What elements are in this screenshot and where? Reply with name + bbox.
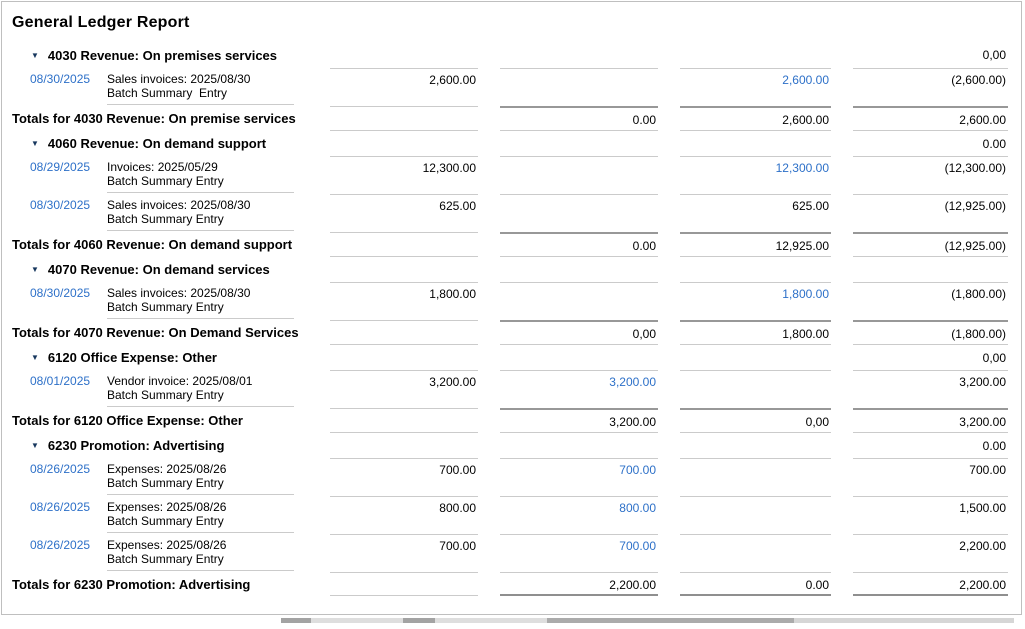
entry-desc-cell: [12, 458, 308, 496]
collapse-triangle-icon[interactable]: ▼: [31, 51, 39, 60]
balance-cell: [853, 344, 1008, 370]
totals-credit-value: 12,925.00: [775, 239, 829, 253]
section-header-row: [2, 130, 1021, 156]
entry-desc-cell: [12, 194, 308, 232]
section-title: 4070 Revenue: On demand services: [47, 262, 270, 277]
entry-date-link[interactable]: 08/26/2025: [30, 538, 91, 552]
ledger-entry-row: [2, 282, 1021, 320]
debit-cell: [500, 408, 658, 432]
section-totals-row: [2, 408, 1021, 432]
debit-cell: [500, 106, 658, 130]
balance-cell: [853, 68, 1008, 106]
entry-description-block: [107, 286, 294, 319]
credit-cell-value[interactable]: 1,800.00: [782, 287, 829, 301]
amount-cell: [330, 432, 478, 458]
report-panel: [1, 1, 1022, 615]
report-title: General Ledger Report: [12, 14, 190, 31]
entry-date-link[interactable]: 08/29/2025: [30, 160, 91, 174]
amount-cell: [330, 42, 478, 68]
section-heading: [12, 256, 308, 282]
balance-cell: [853, 408, 1008, 432]
opening-balance: 0.00: [982, 439, 1006, 453]
amount-cell: [330, 194, 478, 232]
opening-balance: 0.00: [982, 137, 1006, 151]
entry-date-link[interactable]: 08/01/2025: [30, 374, 91, 388]
credit-cell: [680, 458, 831, 496]
balance-cell: [853, 370, 1008, 408]
scrollbar-track[interactable]: [794, 618, 1014, 623]
section-totals-row: [2, 320, 1021, 344]
totals-label: Totals for 6120 Office Expense: Other: [12, 413, 243, 428]
credit-cell: [680, 496, 831, 534]
amount-cell: [330, 344, 478, 370]
entry-desc-cell: [12, 534, 308, 572]
debit-cell: [500, 496, 658, 534]
credit-cell: [680, 42, 831, 68]
credit-cell-value[interactable]: 12,300.00: [775, 161, 829, 175]
balance-cell-value: 2,200.00: [959, 539, 1006, 553]
ledger-entry-row: [2, 156, 1021, 194]
credit-cell: [680, 282, 831, 320]
balance-cell-value: 3,200.00: [959, 375, 1006, 389]
entry-description: Invoices: 2025/05/29: [107, 160, 218, 174]
entry-description: Sales invoices: 2025/08/30: [107, 72, 251, 86]
entry-description: Expenses: 2025/08/26: [107, 538, 227, 552]
balance-cell: [853, 194, 1008, 232]
debit-cell: [500, 458, 658, 496]
debit-cell: [500, 42, 658, 68]
entry-detail-text: Batch Summary Entry: [107, 388, 224, 402]
ledger-entry-row: [2, 496, 1021, 534]
ledger-entry-row: [2, 194, 1021, 232]
debit-cell: [500, 344, 658, 370]
debit-cell: [500, 572, 658, 596]
amount-cell-value: 12,300.00: [422, 161, 476, 175]
debit-cell: [500, 232, 658, 256]
amount-cell-value: 3,200.00: [429, 375, 476, 389]
balance-cell-value: (1,800.00): [951, 287, 1006, 301]
totals-debit-value: 3,200.00: [609, 415, 656, 429]
balance-cell: [853, 534, 1008, 572]
debit-cell-value[interactable]: 800.00: [619, 501, 656, 515]
debit-cell: [500, 68, 658, 106]
section-heading: [12, 432, 308, 458]
entry-description-block: [107, 198, 294, 231]
totals-balance-value: (12,925.00): [944, 239, 1006, 253]
collapse-triangle-icon[interactable]: ▼: [31, 353, 39, 362]
entry-date-link[interactable]: 08/30/2025: [30, 286, 91, 300]
totals-balance-value: (1,800.00): [951, 327, 1006, 341]
debit-cell: [500, 282, 658, 320]
scrollbar-thumb[interactable]: [547, 618, 794, 623]
opening-balance: 0,00: [982, 351, 1006, 365]
amount-cell: [330, 572, 478, 596]
entry-detail-text: Batch Summary Entry: [107, 552, 224, 566]
section-totals-row: [2, 572, 1021, 596]
entry-description: Sales invoices: 2025/08/30: [107, 286, 251, 300]
entry-detail-text: Batch Summary Entry: [107, 212, 224, 226]
ledger-entry-row: [2, 68, 1021, 106]
section-title: 4060 Revenue: On demand support: [47, 136, 267, 151]
debit-cell: [500, 130, 658, 156]
amount-cell: [330, 68, 478, 106]
debit-cell: [500, 256, 658, 282]
entry-detail-text: Batch Summary Entry: [107, 86, 228, 100]
debit-cell-value[interactable]: 700.00: [619, 539, 656, 553]
scrollbar-track[interactable]: [311, 618, 403, 623]
credit-cell: [680, 106, 831, 130]
balance-cell: [853, 496, 1008, 534]
balance-cell: [853, 432, 1008, 458]
section-header-row: [2, 432, 1021, 458]
balance-cell: [853, 256, 1008, 282]
debit-cell: [500, 534, 658, 572]
totals-credit-value: 0,00: [805, 415, 829, 429]
balance-cell-value: 1,500.00: [959, 501, 1006, 515]
credit-cell: [680, 320, 831, 344]
totals-label: Totals for 4030 Revenue: On premise services: [12, 111, 296, 126]
opening-balance: 0,00: [982, 48, 1006, 62]
balance-cell: [853, 458, 1008, 496]
entry-desc-cell: [12, 156, 308, 194]
amount-cell-value: 625.00: [439, 199, 476, 213]
balance-cell: [853, 232, 1008, 256]
amount-cell: [330, 370, 478, 408]
report-body: [2, 42, 1021, 596]
balance-cell: [853, 42, 1008, 68]
entry-detail-text: Batch Summary Entry: [107, 476, 224, 490]
totals-debit-value: 0.00: [632, 113, 656, 127]
credit-cell: [680, 194, 831, 232]
credit-cell: [680, 408, 831, 432]
horizontal-scrollbar[interactable]: [281, 618, 1014, 623]
entry-description-block: [107, 374, 294, 407]
credit-cell: [680, 572, 831, 596]
credit-cell: [680, 370, 831, 408]
amount-cell: [330, 496, 478, 534]
entry-desc-cell: [12, 282, 308, 320]
amount-cell-value: 2,600.00: [429, 73, 476, 87]
section-heading: [12, 130, 308, 156]
section-heading: [12, 344, 308, 370]
credit-cell-value: 625.00: [792, 199, 829, 213]
entry-desc-cell: [12, 496, 308, 534]
totals-label: Totals for 4060 Revenue: On demand support: [12, 237, 293, 252]
balance-cell-value: (2,600.00): [951, 73, 1006, 87]
section-totals-row: [2, 106, 1021, 130]
credit-cell: [680, 256, 831, 282]
entry-description-block: [107, 72, 294, 105]
amount-cell: [330, 458, 478, 496]
entry-description: Expenses: 2025/08/26: [107, 500, 227, 514]
debit-cell: [500, 370, 658, 408]
totals-balance-value: 2,200.00: [959, 578, 1006, 592]
entry-description-block: [107, 160, 294, 193]
entry-description-block: [107, 500, 294, 533]
entry-desc-cell: [12, 370, 308, 408]
ledger-entry-row: [2, 370, 1021, 408]
balance-cell: [853, 130, 1008, 156]
entry-detail-text: Batch Summary Entry: [107, 300, 224, 314]
amount-cell: [330, 320, 478, 344]
amount-cell: [330, 534, 478, 572]
entry-date-link[interactable]: 08/30/2025: [30, 72, 91, 86]
balance-cell-value: (12,300.00): [944, 161, 1006, 175]
amount-cell: [330, 232, 478, 256]
credit-cell: [680, 432, 831, 458]
section-title: 6120 Office Expense: Other: [47, 350, 217, 365]
entry-description: Expenses: 2025/08/26: [107, 462, 227, 476]
credit-cell: [680, 344, 831, 370]
totals-credit-value: 0.00: [805, 578, 829, 592]
balance-cell-value: (12,925.00): [944, 199, 1006, 213]
credit-cell: [680, 68, 831, 106]
section-totals-row: [2, 232, 1021, 256]
credit-cell: [680, 534, 831, 572]
totals-label: Totals for 6230 Promotion: Advertising: [12, 577, 251, 592]
collapse-triangle-icon[interactable]: ▼: [31, 265, 39, 274]
entry-date-link[interactable]: 08/26/2025: [30, 462, 91, 476]
amount-cell-value: 1,800.00: [429, 287, 476, 301]
ledger-entry-row: [2, 534, 1021, 572]
balance-cell: [853, 282, 1008, 320]
ledger-entry-row: [2, 458, 1021, 496]
section-title: 6230 Promotion: Advertising: [47, 438, 225, 453]
totals-credit-value: 2,600.00: [782, 113, 829, 127]
collapse-triangle-icon[interactable]: ▼: [31, 139, 39, 148]
amount-cell-value: 700.00: [439, 463, 476, 477]
amount-cell: [330, 106, 478, 130]
credit-cell: [680, 130, 831, 156]
entry-detail-text: Batch Summary Entry: [107, 514, 224, 528]
totals-debit-value: 0.00: [632, 239, 656, 253]
debit-cell: [500, 194, 658, 232]
amount-cell: [330, 156, 478, 194]
amount-cell-value: 800.00: [439, 501, 476, 515]
entry-detail-text: Batch Summary Entry: [107, 174, 224, 188]
section-header-row: [2, 256, 1021, 282]
totals-balance-value: 3,200.00: [959, 415, 1006, 429]
balance-cell: [853, 156, 1008, 194]
debit-cell-value[interactable]: 700.00: [619, 463, 656, 477]
totals-balance-value: 2,600.00: [959, 113, 1006, 127]
credit-cell: [680, 156, 831, 194]
entry-desc-cell: [12, 68, 308, 106]
section-heading: [12, 42, 308, 68]
amount-cell: [330, 408, 478, 432]
totals-credit-value: 1,800.00: [782, 327, 829, 341]
totals-debit-value: 2,200.00: [609, 578, 656, 592]
entry-description: Sales invoices: 2025/08/30: [107, 198, 251, 212]
debit-cell: [500, 432, 658, 458]
debit-cell: [500, 156, 658, 194]
debit-cell: [500, 320, 658, 344]
amount-cell: [330, 282, 478, 320]
section-header-row: [2, 344, 1021, 370]
debit-cell-value[interactable]: 3,200.00: [609, 375, 656, 389]
amount-cell: [330, 256, 478, 282]
totals-debit-value: 0,00: [632, 327, 656, 341]
credit-cell: [680, 232, 831, 256]
collapse-triangle-icon[interactable]: ▼: [31, 441, 39, 450]
balance-cell-value: 700.00: [969, 463, 1006, 477]
entry-description-block: [107, 538, 294, 571]
entry-description: Vendor invoice: 2025/08/01: [107, 374, 253, 388]
balance-cell: [853, 320, 1008, 344]
scrollbar-thumb[interactable]: [403, 618, 435, 623]
scrollbar-track[interactable]: [435, 618, 547, 623]
amount-cell: [330, 130, 478, 156]
balance-cell: [853, 572, 1008, 596]
amount-cell-value: 700.00: [439, 539, 476, 553]
section-header-row: [2, 42, 1021, 68]
balance-cell: [853, 106, 1008, 130]
credit-cell-value[interactable]: 2,600.00: [782, 73, 829, 87]
entry-date-link[interactable]: 08/26/2025: [30, 500, 91, 514]
entry-description-block: [107, 462, 294, 495]
totals-label: Totals for 4070 Revenue: On Demand Services: [12, 325, 299, 340]
entry-date-link[interactable]: 08/30/2025: [30, 198, 91, 212]
scrollbar-thumb[interactable]: [281, 618, 311, 623]
section-title: 4030 Revenue: On premises services: [47, 48, 278, 63]
